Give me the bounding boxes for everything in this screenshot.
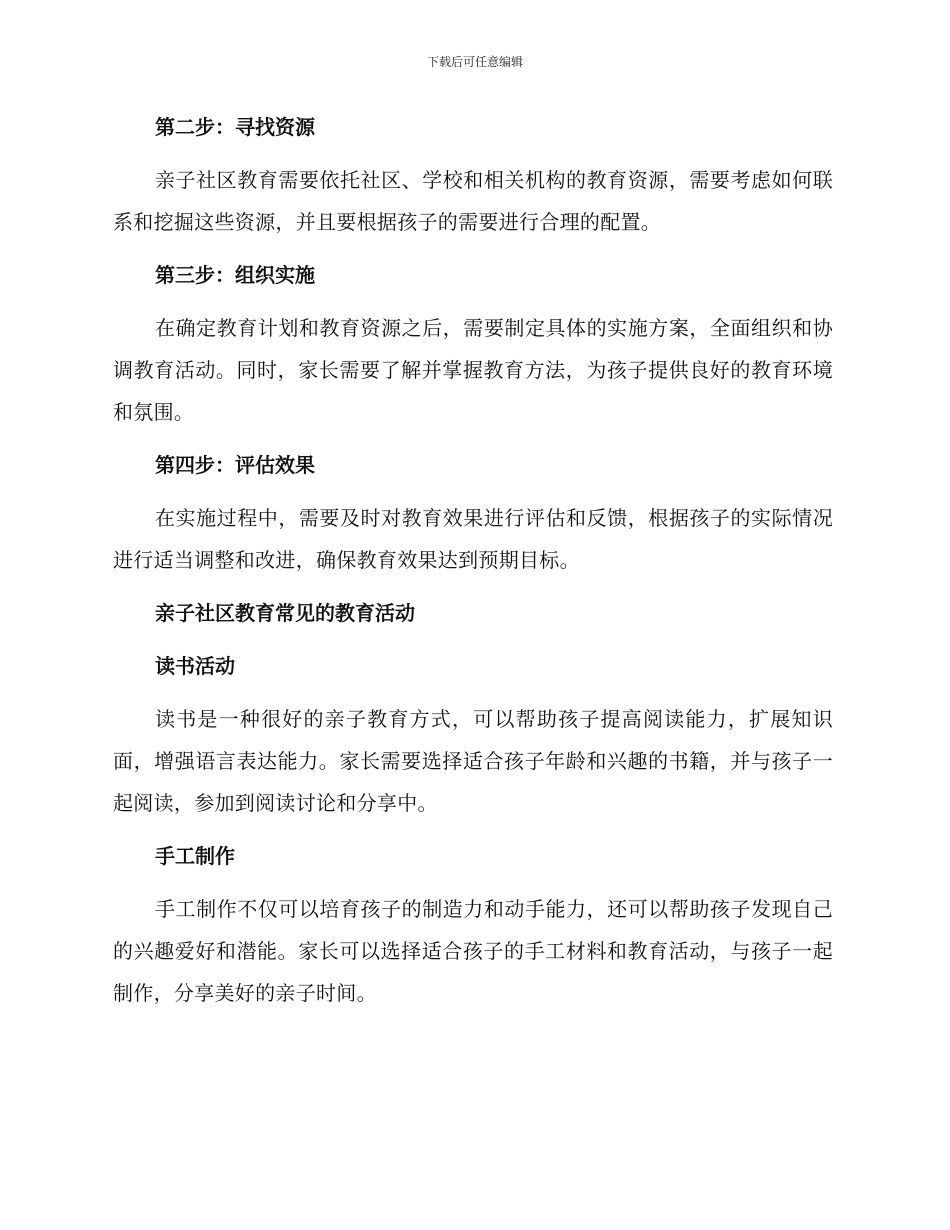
section-heading-handcraft: 手工制作	[155, 844, 235, 868]
paragraph-find-resources: 亲子社区教育需要依托社区、学校和相关机构的教育资源，需要考虑如何联系和挖掘这些资源，并且要根据孩子的需要进行合理的配置。	[113, 168, 833, 234]
section-heading-step-two: 第二步：寻找资源	[155, 115, 315, 139]
paragraph-organize-implement: 在确定教育计划和教育资源之后，需要制定具体的实施方案，全面组织和协调教育活动。同时，家长需要了解并掌握教育方法，为孩子提供良好的教育环境和氛围。	[113, 316, 833, 424]
paragraph-reading: 读书是一种很好的亲子教育方式，可以帮助孩子提高阅读能力，扩展知识面，增强语言表达能力。家长需要选择适合孩子年龄和兴趣的书籍，并与孩子一起阅读，参加到阅读讨论和分享中。	[113, 707, 833, 815]
paragraph-evaluate-effect: 在实施过程中，需要及时对教育效果进行评估和反馈，根据孩子的实际情况进行适当调整和改进，确保教育效果达到预期目标。	[113, 506, 833, 572]
document-body	[113, 106, 833, 1025]
paragraph-handcraft: 手工制作不仅可以培育孩子的制造力和动手能力，还可以帮助孩子发现自己的兴趣爱好和潜能。家长可以选择适合孩子的手工材料和教育活动，与孩子一起制作，分享美好的亲子时间。	[113, 897, 833, 1005]
section-heading-step-three: 第三步：组织实施	[155, 263, 315, 287]
page-header: 下载后可任意编辑	[426, 55, 523, 69]
section-heading-common-activities: 亲子社区教育常见的教育活动	[155, 601, 415, 625]
section-heading-step-four: 第四步：评估效果	[155, 453, 315, 477]
section-heading-reading: 读书活动	[155, 654, 235, 678]
